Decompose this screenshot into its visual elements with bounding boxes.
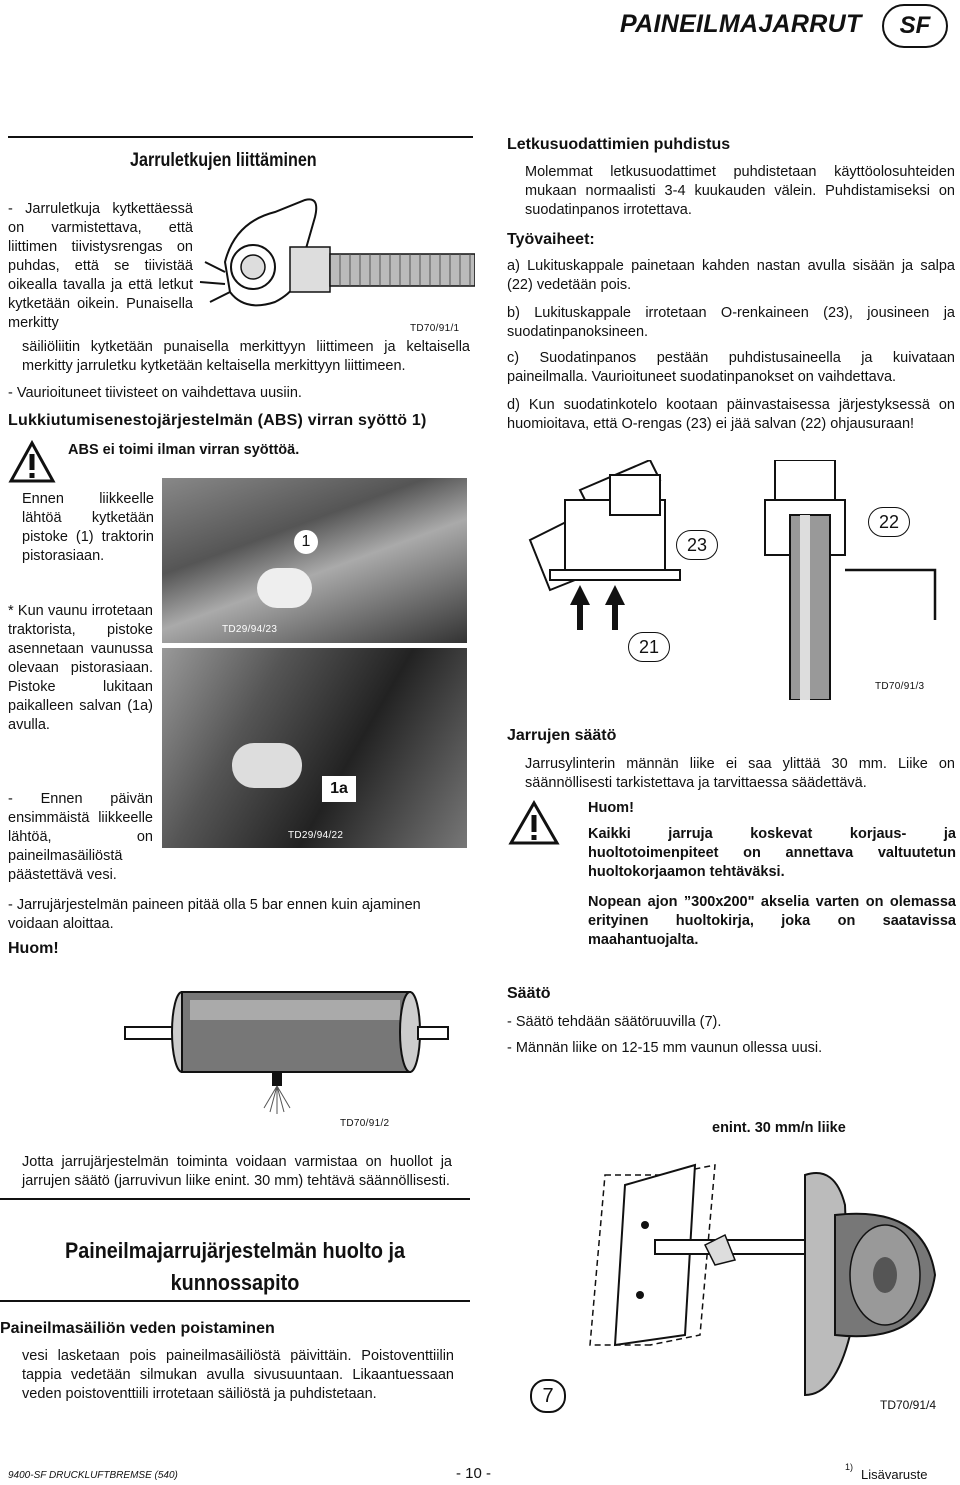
warning-icon [8, 440, 56, 484]
paragraph-pressure: - Jarrujärjestelmän paineen pitää olla 5 bar ennen kuin ajaminen voidaan aloittaa. [8, 897, 421, 932]
step-b: b) Lukituskappale irrotetaan O-renkaineen (23), jousineen ja suodatinpanoksineen. [507, 305, 955, 340]
photo-text-plug: Ennen liikkeelle lähtöä kytketään pistoke (1) traktorin pistorasiaan. [22, 491, 154, 564]
section-box-top [0, 1198, 470, 1200]
photo-text-drain: - Ennen päivän ensimmäistä liikkeelle lähtöä, on paineilmasäiliöstä päästettävä vesi. [8, 791, 153, 883]
tank-figure-code: TD70/91/2 [340, 1118, 390, 1129]
section-title-hose-connection: Jarruletkujen liittäminen [130, 150, 317, 171]
figure-code: TD70/91/1 [410, 323, 460, 334]
abs-warning: ABS ei toimi ilman virran syöttöä. [68, 442, 300, 458]
coupling-illustration [195, 192, 475, 342]
header-title: PAINEILMAJARRUT [620, 10, 862, 38]
adjust-step-1: - Säätö tehdään säätöruuvilla (7). [507, 1014, 722, 1030]
paragraph-hose-connection-cont: säiliöliitin kytketään punaisella merkittyyn liittimeen ja keltaisella merkitty jarruletku kytketään keltaisella merkittyyn liittimeen. [22, 339, 470, 374]
paragraph-maintenance: Jotta jarrujärjestelmän toiminta voidaan varmistaa on huollot ja jarrujen säätö (jarruvivun liike enint. 30 mm) tehtävä säännöllisesti. [22, 1154, 452, 1189]
footnote-marker: 1) [845, 1462, 854, 1472]
paragraph-brake-adjust: Jarrusylinterin männän liike ei saa ylittää 30 mm. Liike on säännöllisesti tarkistettava ja tarvittaessa säädettävä. [525, 756, 955, 791]
photo-label-1: 1 [294, 530, 318, 554]
footer-doc-code: 9400-SF DRUCKLUFTBREMSE (540) [8, 1470, 178, 1481]
warning-manual: Nopean ajon ”300x200" akselia varten on olemassa erityinen huoltokirja, joka on saatavissa maahantuojalta. [588, 894, 956, 948]
callout-22: 22 [868, 507, 910, 537]
title-filter-cleaning: Letkusuodattimien puhdistus [507, 136, 731, 153]
filter-figure-code: TD70/91/3 [875, 681, 925, 692]
title-adjustment: Säätö [507, 985, 551, 1002]
note-label-right: Huom! [588, 800, 634, 816]
title-brake-adjust: Jarrujen säätö [507, 727, 617, 744]
photo-text-unhitch: * Kun vaunu irrotetaan traktorista, pistoke asennetaan vaunussa olevaan pistorasiaan. Pistoke lukitaan paikalleen salvan (1a) avulla. [8, 603, 153, 733]
warning-icon-2 [508, 800, 560, 846]
adjust-step-2: - Männän liike on 12-15 mm vaunun ollessa uusi. [507, 1040, 823, 1056]
callout-21: 21 [628, 632, 670, 662]
section-box-bottom [0, 1300, 470, 1302]
air-tank-illustration [120, 972, 450, 1122]
steps-title: Työvaiheet: [507, 231, 595, 248]
section-title-service: Paineilmajarrujärjestelmän huolto ja kunnossapito [64, 1238, 406, 1295]
step-d: d) Kun suodatinkotelo kootaan päinvastaisessa järjestyksessä on huomioitava, että O-rengas (23) ei jää salvan (22) ohjausuraan! [507, 397, 955, 432]
abs-title: Lukkiutumisenestojärjestelmän (ABS) virran syöttö 1) [8, 412, 427, 429]
section-title-drain: Paineilmasäiliön veden poistaminen [0, 1320, 275, 1337]
callout-23: 23 [676, 530, 718, 560]
warning-repairs: Kaikki jarruja koskevat korjaus- ja huoltotoimenpiteet on annettava valtuutetun huoltokorjaamon tehtäväksi. [588, 826, 956, 880]
note-label: Huom! [8, 940, 59, 957]
cylinder-figure-code: TD70/91/4 [880, 1398, 937, 1412]
footnote-text: Lisävaruste [861, 1467, 928, 1482]
photo-label-1a: 1a [322, 776, 356, 802]
paragraph-filter: Molemmat letkusuodattimet puhdistetaan käyttöolosuhteiden mukaan normaalisti 3-4 kuukauden välein. Puhdistamiseksi on suodatinpanos irrotettava. [525, 164, 955, 218]
step-c: c) Suodatinpanos pestään puhdistusaineella ja kuivataan paineilmalla. Vaurioituneet suodatinpanokset on vaihdettava. [507, 350, 955, 385]
socket-photo [162, 478, 467, 643]
brake-cylinder-illustration [505, 1145, 955, 1425]
photo-code-2: TD29/94/22 [288, 830, 344, 841]
language-badge: SF [882, 4, 948, 48]
photo-code: TD29/94/23 [222, 624, 278, 635]
figure-caption-travel: enint. 30 mm/n liike [712, 1120, 846, 1136]
paragraph-drain: vesi lasketaan pois paineilmasäiliöstä päivittäin. Poistoventtiilin tappia vedetään silmukan avulla sivusuuntaan. Likaantuessaan veden poistoventtiili irrotetaan säiliöstä ja puhdistetaan. [22, 1348, 454, 1402]
paragraph-hose-connection: - Jarruletkuja kytkettäessä on varmistettava, että liittimen tiivistysrengas on puhdas, että se tiivistää oikealla tavalla ja että letkut kytketään oikein. Punaisella merkitty [8, 201, 193, 331]
page-number: - 10 - [456, 1465, 492, 1482]
filter-illustration [510, 460, 955, 700]
paragraph-seals: - Vaurioituneet tiivisteet on vaihdettava uusiin. [8, 385, 302, 401]
callout-7: 7 [530, 1379, 566, 1413]
plug-shape [257, 568, 312, 608]
coupling-photo [162, 648, 467, 848]
step-a: a) Lukituskappale painetaan kahden nastan avulla sisään ja salpa (22) vedetään pois. [507, 258, 955, 293]
hand-shape [232, 743, 302, 788]
section-rule [8, 136, 473, 138]
